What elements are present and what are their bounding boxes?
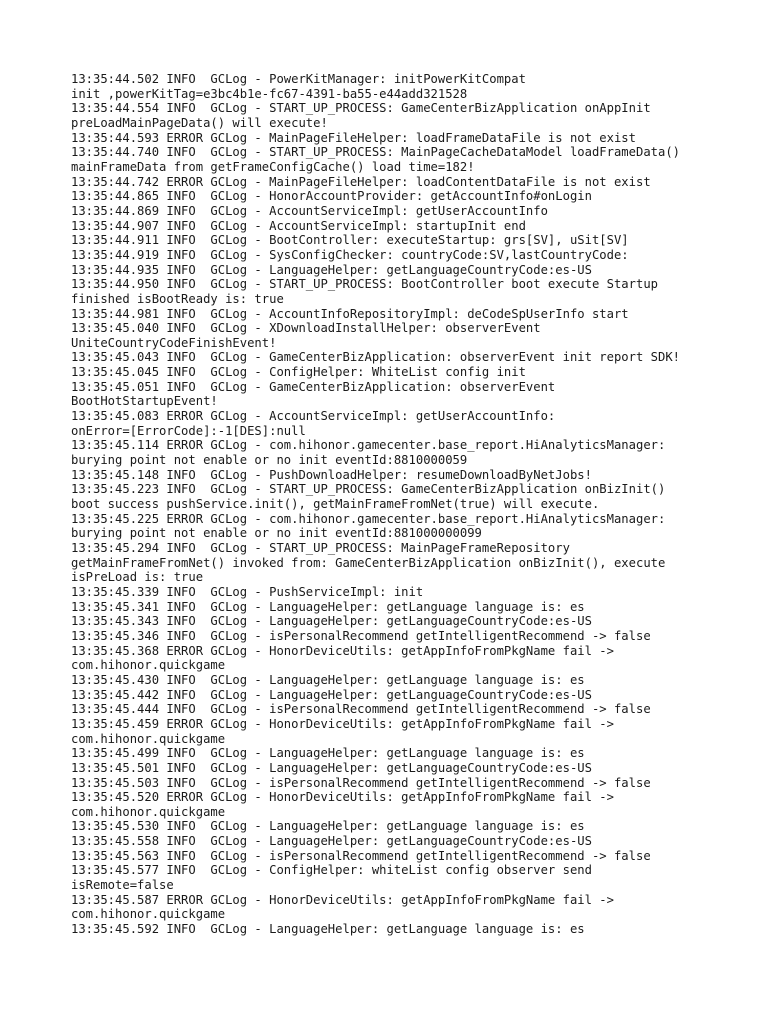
- log-line: 13:35:44.865 INFO GCLog - HonorAccountProvider: getAccountInfo#onLogin: [71, 189, 592, 204]
- log-line: 13:35:45.503 INFO GCLog - isPersonalRecommend getIntelligentRecommend -> false: [71, 775, 651, 790]
- log-line: preLoadMainPageData() will execute!: [71, 115, 328, 130]
- log-line: 13:35:45.368 ERROR GCLog - HonorDeviceUtils: getAppInfoFromPkgName fail ->: [71, 643, 614, 658]
- log-line: 13:35:44.740 INFO GCLog - START_UP_PROCESS: MainPageCacheDataModel loadFrameData(): [71, 145, 681, 160]
- log-line: 13:35:45.530 INFO GCLog - LanguageHelper: getLanguage language is: es: [71, 819, 585, 834]
- log-line: 13:35:44.502 INFO GCLog - PowerKitManager: initPowerKitCompat: [71, 72, 526, 86]
- log-line: com.hihonor.quickgame: [71, 804, 226, 819]
- log-line: 13:35:45.225 ERROR GCLog - com.hihonor.gamecenter.base_report.HiAnalyticsManager:: [71, 511, 666, 526]
- log-line: 13:35:45.459 ERROR GCLog - HonorDeviceUtils: getAppInfoFromPkgName fail ->: [71, 716, 614, 731]
- log-line: com.hihonor.quickgame: [71, 731, 226, 746]
- log-line: 13:35:45.346 INFO GCLog - isPersonalRecommend getIntelligentRecommend -> false: [71, 628, 651, 643]
- log-line: 13:35:45.114 ERROR GCLog - com.hihonor.gamecenter.base_report.HiAnalyticsManager:: [71, 438, 666, 453]
- log-line: 13:35:45.442 INFO GCLog - LanguageHelper: getLanguageCountryCode:es-US: [71, 687, 592, 702]
- log-line: 13:35:45.148 INFO GCLog - PushDownloadHelper: resumeDownloadByNetJobs!: [71, 467, 592, 482]
- log-line: 13:35:45.223 INFO GCLog - START_UP_PROCESS: GameCenterBizApplication onBizInit(): [71, 482, 666, 497]
- log-line: 13:35:45.040 INFO GCLog - XDownloadInstallHelper: observerEvent: [71, 321, 541, 336]
- log-line: boot success pushService.init(), getMainFrameFromNet(true) will execute.: [71, 497, 600, 512]
- log-line: 13:35:45.558 INFO GCLog - LanguageHelper: getLanguageCountryCode:es-US: [71, 834, 592, 849]
- log-line: 13:35:45.577 INFO GCLog - ConfigHelper: whiteList config observer send: [71, 863, 592, 878]
- log-line: com.hihonor.quickgame: [71, 658, 226, 673]
- log-line: com.hihonor.quickgame: [71, 907, 226, 922]
- log-line: 13:35:44.554 INFO GCLog - START_UP_PROCESS: GameCenterBizApplication onAppInit: [71, 101, 651, 116]
- log-line: onError=[ErrorCode]:-1[DES]:null: [71, 423, 306, 438]
- log-line: 13:35:44.907 INFO GCLog - AccountServiceImpl: startupInit end: [71, 218, 526, 233]
- log-line: 13:35:44.981 INFO GCLog - AccountInfoRepositoryImpl: deCodeSpUserInfo start: [71, 306, 629, 321]
- log-line: 13:35:45.083 ERROR GCLog - AccountServiceImpl: getUserAccountInfo:: [71, 409, 556, 424]
- log-line: 13:35:45.294 INFO GCLog - START_UP_PROCESS: MainPageFrameRepository: [71, 541, 570, 555]
- log-line: 13:35:44.742 ERROR GCLog - MainPageFileHelper: loadContentDataFile is not exist: [71, 174, 651, 189]
- log-line: 13:35:44.593 ERROR GCLog - MainPageFileHelper: loadFrameDataFile is not exist: [71, 130, 636, 145]
- log-line: 13:35:45.043 INFO GCLog - GameCenterBizApplication: observerEvent init report SDK!: [71, 350, 681, 365]
- log-line: 13:35:45.339 INFO GCLog - PushServiceImpl: init: [71, 584, 424, 599]
- log-line: 13:35:45.051 INFO GCLog - GameCenterBizApplication: observerEvent: [71, 379, 556, 394]
- log-line: finished isBootReady is: true: [71, 291, 284, 306]
- log-line: mainFrameData from getFrameConfigCache() load time=182!: [71, 159, 475, 174]
- log-text: [71, 72, 751, 937]
- log-line: 13:35:44.950 INFO GCLog - START_UP_PROCESS: BootController boot execute Startup: [71, 277, 658, 292]
- log-line: 13:35:45.045 INFO GCLog - ConfigHelper: WhiteList config init: [71, 365, 526, 380]
- log-line: 13:35:45.499 INFO GCLog - LanguageHelper: getLanguage language is: es: [71, 746, 585, 761]
- log-line: 13:35:45.563 INFO GCLog - isPersonalRecommend getIntelligentRecommend -> false: [71, 848, 651, 863]
- log-line: 13:35:45.520 ERROR GCLog - HonorDeviceUtils: getAppInfoFromPkgName fail ->: [71, 790, 614, 805]
- log-line: 13:35:45.430 INFO GCLog - LanguageHelper: getLanguage language is: es: [71, 672, 585, 687]
- log-line: 13:35:44.911 INFO GCLog - BootController: executeStartup: grs[SV], uSit[SV]: [71, 233, 629, 248]
- log-line: 13:35:45.343 INFO GCLog - LanguageHelper: getLanguageCountryCode:es-US: [71, 614, 592, 629]
- log-line: 13:35:44.869 INFO GCLog - AccountServiceImpl: getUserAccountInfo: [71, 203, 548, 218]
- log-line: isRemote=false: [71, 878, 174, 893]
- log-line: init ,powerKitTag=e3bc4b1e-fc67-4391-ba55-e44add321528: [71, 86, 468, 101]
- log-line: 13:35:45.444 INFO GCLog - isPersonalRecommend getIntelligentRecommend -> false: [71, 702, 651, 717]
- log-line: getMainFrameFromNet() invoked from: GameCenterBizApplication onBizInit(), execute: [71, 555, 666, 570]
- log-line: burying point not enable or no init eventId:8810000059: [71, 453, 468, 468]
- log-line: BootHotStartupEvent!: [71, 394, 218, 409]
- log-line: burying point not enable or no init eventId:881000000099: [71, 526, 482, 541]
- log-line: 13:35:45.501 INFO GCLog - LanguageHelper: getLanguageCountryCode:es-US: [71, 760, 592, 775]
- log-line: 13:35:44.919 INFO GCLog - SysConfigChecker: countryCode:SV,lastCountryCode:: [71, 247, 629, 262]
- log-line: 13:35:45.592 INFO GCLog - LanguageHelper: getLanguage language is: es: [71, 922, 585, 937]
- log-line: 13:35:44.935 INFO GCLog - LanguageHelper: getLanguageCountryCode:es-US: [71, 262, 592, 277]
- log-line: UniteCountryCodeFinishEvent!: [71, 335, 277, 350]
- log-line: 13:35:45.587 ERROR GCLog - HonorDeviceUtils: getAppInfoFromPkgName fail ->: [71, 892, 614, 907]
- log-line: isPreLoad is: true: [71, 570, 204, 585]
- log-line: 13:35:45.341 INFO GCLog - LanguageHelper: getLanguage language is: es: [71, 599, 585, 614]
